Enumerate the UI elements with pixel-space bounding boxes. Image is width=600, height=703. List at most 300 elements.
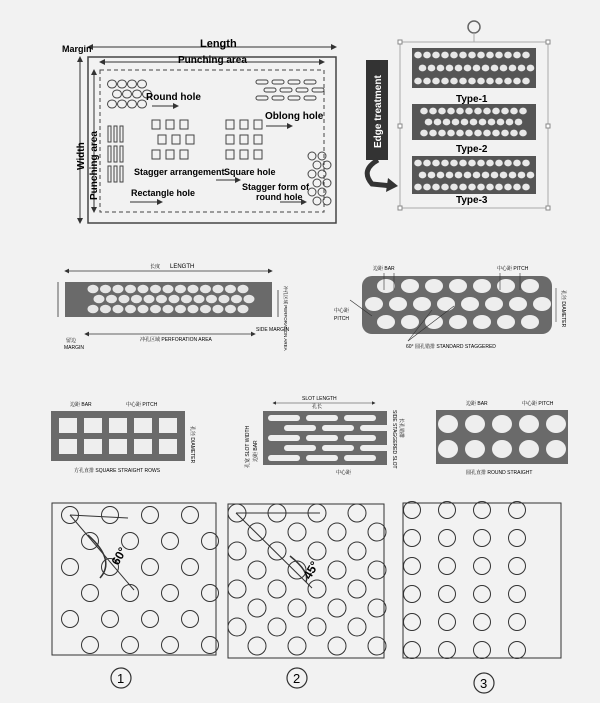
plate-hole [501,130,509,137]
plate-hole [188,285,199,294]
pattern-hole [122,637,139,654]
plate-hole [428,65,436,72]
plate-hole [446,65,454,72]
pattern-hole [142,559,159,576]
plate-hole [527,172,535,179]
square-hole [59,439,77,454]
pattern-hole [82,585,99,602]
pattern-60-degree [52,503,219,688]
pattern-1-number: 1 [117,671,125,686]
slot-width-label: 孔宽 SLOT WIDTH [245,425,251,468]
plate-hole [138,305,149,314]
plate-hole [522,184,530,191]
plate-hole [522,160,530,167]
square-bar-label: 边距 BAR [70,402,92,408]
pattern-hole [404,586,421,603]
plate-hole [113,285,124,294]
plate-hole [450,78,458,85]
square-hole [254,135,262,144]
plate-hole [225,305,236,314]
square-hole [180,150,188,159]
square-hole [84,439,102,454]
pattern-hole [162,585,179,602]
round-hole [128,100,137,108]
pattern-1-angle: 60° [108,544,130,568]
pattern-hole [328,637,346,655]
pattern-hole [268,618,286,636]
plate-hole [200,305,211,314]
rectangle-hole-samples [108,126,123,182]
pattern-hole [474,530,491,547]
pattern-hole [368,523,386,541]
pattern-hole [62,559,79,576]
square-hole-label: Square hole [224,167,276,177]
pattern-hole [248,561,266,579]
square-pitch-label: 中心距 PITCH [126,402,158,408]
plate-hole [509,65,517,72]
staggered-hole [401,315,419,329]
square-hole [134,418,152,433]
pattern-hole [439,502,456,519]
pattern-2-number: 2 [293,671,301,686]
plate-hole [441,52,449,59]
plate-hole [429,130,437,137]
type-3-label: Type-3 [456,195,488,206]
plate-hole [477,52,485,59]
round-hole [438,415,458,433]
selection-handle [546,206,550,210]
pattern-hole [509,530,526,547]
plate-hole [106,295,117,304]
plate-hole [495,52,503,59]
staggered-hole [389,297,407,311]
rectangle-hole [108,126,111,142]
pattern-hole [268,542,286,560]
punching-area-top-label: Punching area [178,55,247,66]
plate-hole [434,119,442,126]
slot-bar-label: 边距 BAR [253,440,259,462]
stagger-form-label-line2: round hole [256,192,303,202]
plate-hole [477,160,485,167]
square-hole [166,120,174,129]
square-hole-samples [152,120,262,159]
staggered-hole [497,315,515,329]
pattern-hole [228,618,246,636]
slot-hole [268,455,300,461]
square-hole [109,439,127,454]
plate-hole [414,78,422,85]
plate-hole [238,305,249,314]
stagger-round-hole [308,170,316,178]
edge-treatment-diagram [366,21,550,210]
pattern-hole [162,533,179,550]
plate-hole [459,78,467,85]
staggered-hole [449,279,467,293]
stagger-round-hole [318,188,326,196]
length-label: Length [200,38,237,50]
round-hole [492,440,512,458]
sheet-layout-diagram [62,38,336,223]
plate-hole [88,285,99,294]
oblong-hole [256,96,268,100]
plate-hole [131,295,142,304]
plate-hole [500,172,508,179]
oblong-hole [288,80,300,84]
plate-hole [450,160,458,167]
square-hole [172,135,180,144]
plate-hole [414,184,422,191]
type-1-plate [412,48,536,88]
stagger-round-hole [323,197,331,205]
round-hole [438,440,458,458]
pattern-hole [308,618,326,636]
plate-hole [459,184,467,191]
pattern-hole [439,642,456,659]
round-hole [118,80,127,88]
plate-hole [482,65,490,72]
pattern-hole [474,502,491,519]
stagger-round-hole-samples [308,152,331,205]
staggered-hole [461,297,479,311]
square-hole [59,418,77,433]
plate-hole [468,160,476,167]
slot-pitch-cn: 中心距 [336,470,352,476]
plate-hole [150,305,161,314]
plate-hole [100,305,111,314]
plate-hole [459,52,467,59]
plate-hole [175,285,186,294]
plate-hole [509,172,517,179]
staggered-hole [509,297,527,311]
pattern-hole [288,637,306,655]
rectangle-hole [120,166,123,182]
round-straight-diagram [436,400,568,476]
plate-hole [175,305,186,314]
plate-hole [506,119,514,126]
plate-hole [518,65,526,72]
square-caption: 方孔直排 SQUARE STRAIGHT ROWS [74,468,161,474]
plate-hole [456,130,464,137]
plate-hole [428,172,436,179]
plate-hole [465,108,473,115]
slot-hole [360,445,392,451]
staggered-pitch-left-en: PITCH [334,316,349,322]
plate-hole [432,78,440,85]
plate-hole [468,52,476,59]
staggered-hole [377,279,395,293]
pattern-1-holes [62,507,219,654]
plate-hole [125,305,136,314]
plate-hole [504,184,512,191]
plate-hole [519,108,527,115]
plate-hole [432,52,440,59]
pattern-hole [308,542,326,560]
plate-hole [459,160,467,167]
plate-hole [504,78,512,85]
plate-hole [437,65,445,72]
oblong-hole [264,88,276,92]
pattern-hole [474,558,491,575]
pattern-hole [509,558,526,575]
width-label: Width [76,142,87,170]
square-hole [152,120,160,129]
staggered-hole [365,297,383,311]
edge-treatment-arrow-head [386,178,398,192]
square-hole [226,150,234,159]
oblong-hole [256,80,268,84]
plate-hole [527,65,535,72]
staggered-hole [413,297,431,311]
plate-hole [456,108,464,115]
plate-hole [169,295,180,304]
pattern-hole [228,542,246,560]
square-hole [159,418,177,433]
plate-perforation-side: 冲孔区域 PERFORATION AREA [283,286,288,351]
plate-hole [474,108,482,115]
slot-hole [306,455,338,461]
pattern-2-angle: 45° [300,558,322,582]
round-hole [138,80,147,88]
square-hole [159,439,177,454]
staggered-hole [449,315,467,329]
pattern-hole [328,599,346,617]
pattern-hole [439,558,456,575]
plate-hole [492,108,500,115]
plate-hole [455,172,463,179]
slot-length-cn: 孔长 [312,404,323,410]
pattern-hole [368,561,386,579]
staggered-bar-label: 边距 BAR [373,266,395,272]
plate-hole [470,119,478,126]
type-3-plate [412,156,536,194]
pattern-hole [268,580,286,598]
plate-hole [515,119,523,126]
plate-hole [495,160,503,167]
plate-hole [477,184,485,191]
plate-hole [474,130,482,137]
selection-handle [398,40,402,44]
plate-hole [468,78,476,85]
plate-hole [414,52,422,59]
plate-hole [144,295,155,304]
plate-hole [432,184,440,191]
oblong-hole [296,88,308,92]
plate-hole [464,65,472,72]
plate-hole [423,78,431,85]
square-hole [254,120,262,129]
staggered-hole [485,297,503,311]
plate-hole [188,305,199,314]
margin-label: Margin [62,44,92,54]
pattern-hole [404,558,421,575]
pattern-hole [102,507,119,524]
round-hole [108,80,117,88]
pattern-hole [474,642,491,659]
plate-hole [425,119,433,126]
plate-hole [488,119,496,126]
slot-length-label: SLOT LENGTH [302,396,337,402]
plate-hole [437,172,445,179]
plate-hole [513,78,521,85]
pattern-hole [142,507,159,524]
staggered-hole [401,279,419,293]
round-hole [492,415,512,433]
square-hole [240,120,248,129]
staggered-hole [473,279,491,293]
pattern-hole [328,561,346,579]
plate-hole [495,184,503,191]
punching-area-side-label: Punching area [89,131,100,200]
plate-hole [423,52,431,59]
plate-hole [238,285,249,294]
plate-hole [501,108,509,115]
plate-length-cn: 长度 [150,264,161,270]
plate-hole [438,108,446,115]
slot-hole [322,445,354,451]
oblong-hole [312,88,324,92]
round-hole [519,415,539,433]
pattern-1-frame [52,503,216,655]
oblong-hole [272,96,284,100]
square-straight-diagram [51,401,196,474]
plate-hole [419,172,427,179]
plate-hole [522,78,530,85]
plate-hole [219,295,230,304]
plate-hole [504,52,512,59]
plate-hole [88,305,99,314]
stagger-round-hole [318,152,326,160]
plate-hole [486,160,494,167]
plate-holes [88,285,255,314]
side-staggered-slot-diagram [244,396,405,476]
round-hole [546,415,566,433]
rectangle-hole [114,146,117,162]
round-hole [519,440,539,458]
stagger-round-hole [308,188,316,196]
stagger-round-hole [313,197,321,205]
plate-hole [423,184,431,191]
pattern-hole [182,559,199,576]
plate-hole [94,295,105,304]
pattern-3-holes [404,502,526,659]
pattern-hole [509,614,526,631]
plate-hole [200,285,211,294]
selection-handle [546,124,550,128]
slot-caption-cn: 长孔错排 [398,418,404,439]
pattern-hole [404,530,421,547]
round-hole [113,90,122,98]
pattern-hole [404,642,421,659]
plate-hole [510,130,518,137]
plate-hole [473,65,481,72]
plate-hole [113,305,124,314]
type-1-label: Type-1 [456,94,488,105]
plate-margin-cn: 留边 [66,338,77,344]
pattern-hole [348,504,366,522]
staggered-caption: 60° 圆孔错排 STANDARD STAGGERED [406,344,496,350]
plate-hole [483,130,491,137]
pattern-straight [403,502,561,694]
staggered-pitch-left-cn: 中心距 [334,308,350,314]
pattern-hole [474,614,491,631]
plate-margin-en: MARGIN [64,345,84,351]
plate-hole [504,160,512,167]
pattern-hole [82,637,99,654]
plate-hole [513,160,521,167]
plate-dimension-diagram [58,263,289,351]
staggered-hole [437,297,455,311]
plate-hole [495,78,503,85]
pattern-hole [348,542,366,560]
pattern-hole [102,611,119,628]
plate-hole [446,172,454,179]
pattern-hole [182,611,199,628]
edge-treatment-title: Edge treatment [373,75,384,148]
rectangle-hole [114,126,117,142]
oblong-hole-label: Oblong hole [265,111,324,122]
pattern-hole [248,637,266,655]
pattern-hole [142,611,159,628]
slot-hole [268,435,300,441]
stagger-arrangement-label: Stagger arrangement [134,167,225,177]
plate-hole [479,119,487,126]
slot-hole [344,455,376,461]
rectangle-hole [120,146,123,162]
plate-hole [473,172,481,179]
plate-hole [441,184,449,191]
plate-hole [231,295,242,304]
plate-hole [443,119,451,126]
plate-perforation-area: 冲孔区域 PERFORATION AREA [140,337,212,343]
plate-hole [438,130,446,137]
pattern-hole [509,642,526,659]
pattern-hole [288,523,306,541]
pattern-hole [122,533,139,550]
pattern-hole [509,502,526,519]
oblong-hole [288,96,300,100]
standard-staggered-diagram [334,265,567,350]
plate-hole [464,172,472,179]
slot-hole [360,425,392,431]
plate-hole [518,172,526,179]
square-hole [166,150,174,159]
oblong-hole [304,96,316,100]
plate-hole [497,119,505,126]
plate-hole [465,130,473,137]
plate-hole [461,119,469,126]
plate-hole [522,52,530,59]
pattern-hole [348,618,366,636]
selection-handle [398,124,402,128]
stagger-form-label-line1: Stagger form of [242,182,310,192]
pattern-hole [368,637,386,655]
plate-hole [491,172,499,179]
square-hole [84,418,102,433]
slot-hole [268,415,300,421]
plate-hole [432,160,440,167]
square-hole [158,135,166,144]
staggered-hole [533,297,551,311]
plate-hole [452,119,460,126]
rectangle-hole [108,146,111,162]
stagger-round-hole [308,152,316,160]
plate-hole [419,65,427,72]
plate-hole [181,295,192,304]
plate-hole [244,295,255,304]
square-hole [109,418,127,433]
slot-hole [306,435,338,441]
staggered-hole [521,279,539,293]
